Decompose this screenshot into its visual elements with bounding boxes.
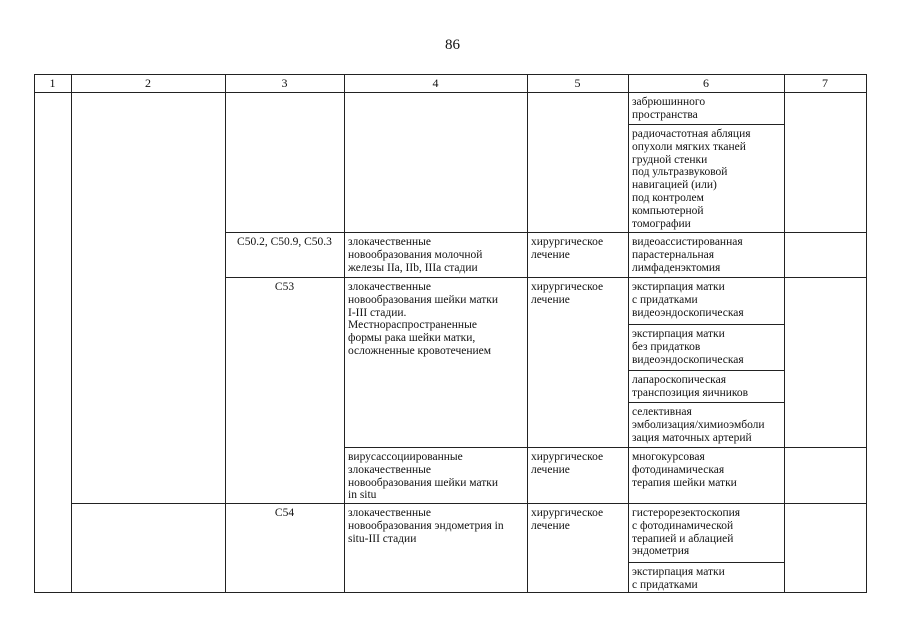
- method-cell: многокурсовая фотодинамическая терапия шейки матки: [632, 451, 737, 489]
- col-border: [34, 74, 35, 593]
- row-border: [34, 92, 867, 93]
- row-border: [628, 124, 784, 125]
- header-col-2: 2: [145, 76, 151, 90]
- row-border: [71, 503, 867, 504]
- treatment-type-cell: хирургическое лечение: [531, 451, 604, 476]
- method-cell: экстирпация матки с придатками: [632, 566, 725, 591]
- icd-code-cell: C54: [274, 507, 295, 519]
- diagnosis-cell: злокачественные новообразования эндометрия in situ-III стадии: [348, 507, 504, 545]
- treatment-type-cell: хирургическое лечение: [531, 236, 604, 261]
- header-col-3: 3: [281, 76, 288, 90]
- row-border: [628, 324, 784, 325]
- diagnosis-cell: злокачественные новообразования шейки матки I-III стадии. Местнораспространенные формы рака шейки матки, осложненные кровотечением: [348, 281, 499, 357]
- row-border: [34, 592, 867, 593]
- diagnosis-cell: вирусассоциированные злокачественные новообразования шейки матки in situ: [348, 451, 499, 502]
- icd-code-cell: C50.2, C50.9, C50.3: [237, 236, 332, 248]
- row-border: [344, 447, 867, 448]
- method-cell: экстирпация матки без придатков видеоэндоскопическая: [632, 328, 744, 366]
- method-cell: забрюшинного пространства: [632, 96, 706, 121]
- treatment-type-cell: хирургическое лечение: [531, 507, 604, 532]
- method-cell: селективная эмболизация/химиоэмболи зация маточных артерий: [632, 406, 765, 444]
- header-col-1: 1: [49, 76, 56, 90]
- method-cell: видеоассистированная парастернальная лимфаденэктомия: [632, 236, 743, 274]
- col-border: [628, 74, 629, 593]
- method-cell: радиочастотная абляция опухоли мягких тканей грудной стенки под ультразвуковой навигацией (или) под контролем компьютерной томографии: [632, 128, 751, 230]
- row-border: [225, 232, 867, 233]
- col-border: [866, 74, 867, 593]
- header-col-6: 6: [703, 76, 709, 90]
- col-border: [344, 74, 345, 593]
- row-border: [628, 402, 784, 403]
- method-cell: лапароскопическая транспозиция яичников: [632, 374, 749, 399]
- row-border: [628, 562, 784, 563]
- row-border: [225, 277, 867, 278]
- col-border: [527, 74, 528, 593]
- method-cell: экстирпация матки с придатками видеоэндоскопическая: [632, 281, 744, 319]
- col-border: [784, 74, 785, 593]
- header-col-4: 4: [432, 76, 439, 90]
- page-number: 86: [445, 37, 460, 53]
- diagnosis-cell: злокачественные новообразования молочной железы IIa, IIb, IIIa стадии: [348, 236, 483, 274]
- treatment-type-cell: хирургическое лечение: [531, 281, 604, 306]
- header-col-5: 5: [574, 76, 581, 90]
- col-border: [71, 74, 72, 593]
- icd-code-cell: C53: [274, 281, 295, 293]
- method-cell: гистерорезектоскопия с фотодинамической терапией и аблацией эндометрия: [632, 507, 741, 558]
- row-border: [628, 370, 784, 371]
- treatment-table: [34, 74, 867, 593]
- header-col-7: 7: [822, 76, 828, 90]
